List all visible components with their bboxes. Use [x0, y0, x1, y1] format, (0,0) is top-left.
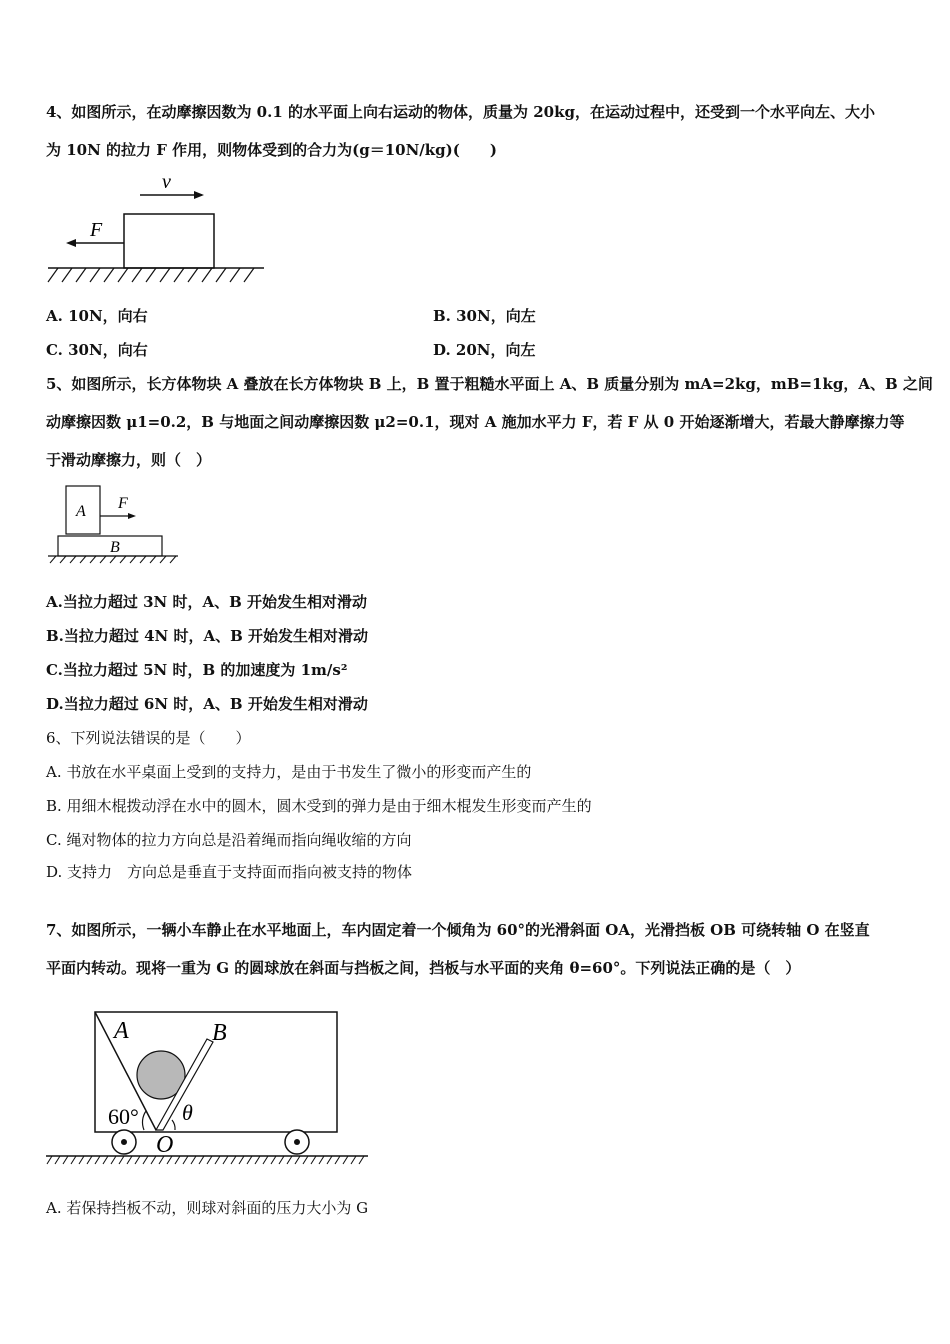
q5-option-d: D.当拉力超过 6N 时，A、B 开始发生相对滑动 — [46, 695, 368, 713]
q4-option-c: C. 30N，向右 — [46, 341, 148, 359]
q6-option-d: D. 支持力 方向总是垂直于支持面而指向被支持的物体 — [46, 863, 413, 881]
q4-fig-block — [124, 214, 214, 268]
q5-fig-label-b: B — [110, 539, 120, 556]
q4-fig-force-label: F — [90, 219, 103, 241]
q6-option-c: C. 绳对物体的拉力方向总是沿着绳而指向绳收缩的方向 — [46, 831, 412, 849]
q5-stem-line3: 于滑动摩擦力，则（ ） — [46, 451, 212, 469]
q7-fig-label-a: A — [114, 1018, 129, 1044]
q5-option-b: B.当拉力超过 4N 时，A、B 开始发生相对滑动 — [46, 627, 369, 645]
q5-option-a: A.当拉力超过 3N 时，A、B 开始发生相对滑动 — [46, 593, 367, 611]
q7-option-a: A. 若保持挡板不动，则球对斜面的压力大小为 G — [46, 1199, 369, 1217]
q5-stem-line2: 动摩擦因数 μ1=0.2，B 与地面之间动摩擦因数 μ2=0.1，现对 A 施加水平力 F，若 F 从 0 开始逐渐增大，若最大静摩擦力等 — [46, 413, 905, 431]
q4-figure — [44, 168, 268, 286]
q4-fig-velocity-label: v — [162, 171, 171, 193]
q4-option-d: D. 20N，向左 — [433, 341, 536, 359]
q6-option-a: A. 书放在水平桌面上受到的支持力，是由于书发生了微小的形变而产生的 — [46, 763, 532, 781]
q7-stem-line1: 7、如图所示，一辆小车静止在水平地面上，车内固定着一个倾角为 60°的光滑斜面 OA，光滑挡板 OB 可绕转轴 O 在竖直 — [46, 921, 870, 939]
q5-stem-line1: 5、如图所示，长方体物块 A 叠放在长方体物块 B 上，B 置于粗糙水平面上 A、B 质量分别为 mA=2kg，mB=1kg，A、B 之间 — [46, 375, 933, 393]
q4-option-a: A. 10N，向右 — [46, 307, 148, 325]
q4-option-b: B. 30N，向左 — [433, 307, 536, 325]
q5-fig-label-a: A — [76, 503, 86, 520]
q6-stem: 6、下列说法错误的是（ ） — [46, 729, 251, 747]
q5-option-c: C.当拉力超过 5N 时，B 的加速度为 1m/s² — [46, 661, 348, 679]
q7-stem-line2: 平面内转动。现将一重为 G 的圆球放在斜面与挡板之间，挡板与水平面的夹角 θ=60°。下列说法正确的是（ ） — [46, 959, 801, 977]
q5-figure — [46, 482, 182, 564]
q7-fig-theta-label: θ — [182, 1100, 193, 1125]
q5-fig-label-f: F — [118, 495, 128, 512]
q4-stem-line2: 为 10N 的拉力 F 作用，则物体受到的合力为(g＝10N/kg)( ) — [46, 141, 497, 159]
q7-fig-label-o: O — [156, 1132, 174, 1158]
q4-stem-line1: 4、如图所示，在动摩擦因数为 0.1 的水平面上向右运动的物体，质量为 20kg，在运动过程中，还受到一个水平向左、大小 — [46, 103, 875, 121]
q7-fig-label-b: B — [212, 1020, 227, 1046]
q7-figure — [44, 1008, 374, 1168]
q6-option-b: B. 用细木棍拨动浮在水中的圆木，圆木受到的弹力是由于细木棍发生形变而产生的 — [46, 797, 592, 815]
q7-fig-angle-label: 60° — [108, 1104, 139, 1129]
